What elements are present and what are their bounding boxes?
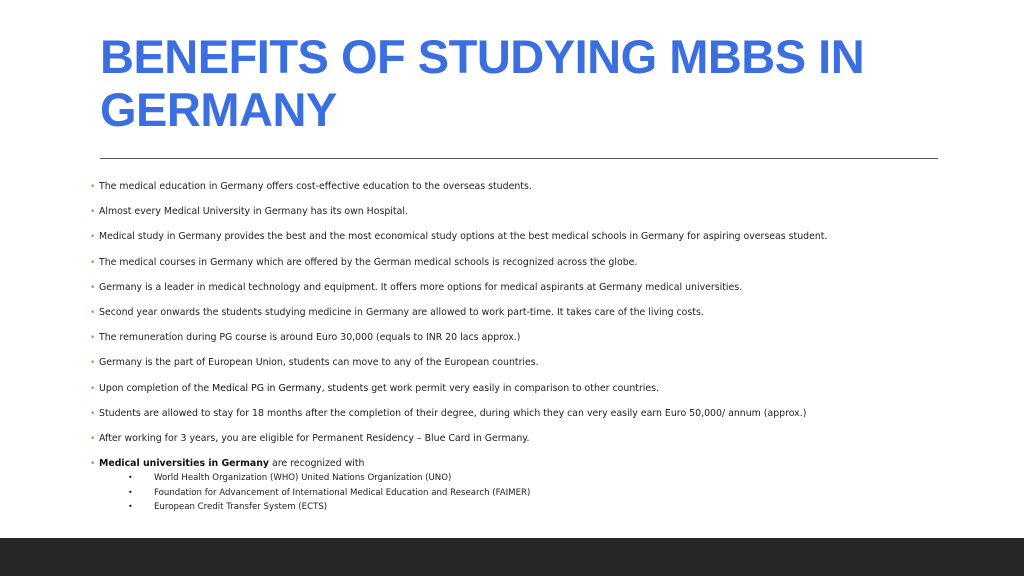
list-item — [90, 306, 970, 331]
bullet-text: The medical education in Germany offers cost-effective education to the overseas students. — [99, 181, 532, 192]
bullet-text: Students are allowed to stay for 18 months after the completion of their degree, during which they can very easily earn Euro 50,000/ annum (approx.) — [99, 407, 807, 419]
sub-list-item — [128, 500, 970, 515]
title-divider — [100, 158, 938, 159]
bullet-text: Medical study in Germany provides the best and the most economical study options at the best medical schools in Germany for aspiring overseas student. — [99, 231, 828, 243]
sub-bullet-icon: • — [128, 487, 133, 497]
sub-bullet-text: World Health Organization (WHO) United Nations Organization (UNO) — [154, 473, 452, 484]
bullet-text: After working for 3 years, you are eligible for Permanent Residency – Blue Card in Germany. — [99, 432, 530, 444]
recognition-sublist — [90, 471, 970, 515]
slide-title: BENEFITS OF STUDYING MBBS IN GERMANY — [100, 30, 865, 136]
list-item — [90, 382, 970, 407]
bullet-text: Almost every Medical University in Germany has its own Hospital. — [99, 206, 408, 218]
bullet-dot-icon: • — [90, 333, 96, 344]
sub-bullet-text: European Credit Transfer System (ECTS) — [154, 502, 328, 513]
list-item — [90, 407, 970, 432]
bullet-text: The remuneration during PG course is around Euro 30,000 (equals to INR 20 lacs approx.) — [99, 332, 521, 344]
bullet-dot-icon: • — [90, 383, 96, 394]
bullet-text: Germany is the part of European Union, students can move to any of the European countries. — [99, 357, 539, 369]
bullet-text-after: , students get work permit very easily in comparison to other countries. — [321, 382, 660, 394]
sub-list-item — [128, 486, 970, 501]
bullet-dot-icon: • — [90, 307, 96, 318]
bullet-text: The medical courses in Germany which are offered by the German medical schools is recognized across the globe. — [99, 256, 638, 268]
list-item — [90, 205, 970, 230]
bullet-text-before: Upon completion of the — [99, 382, 213, 394]
bullet-dot-icon: • — [90, 459, 96, 470]
bullet-dot-icon: • — [90, 358, 96, 369]
list-item — [90, 457, 970, 515]
bullet-dot-icon: • — [90, 408, 96, 419]
sub-bullet-text: Foundation for Advancement of International Medical Education and Research (FAIMER) — [154, 487, 531, 498]
list-item — [90, 281, 970, 306]
bullet-text: Second year onwards the students studying medicine in Germany are allowed to work part-time. It takes care of the living costs. — [99, 306, 704, 318]
bullet-dot-icon: • — [90, 257, 96, 268]
list-item — [90, 256, 970, 281]
list-item — [90, 230, 970, 255]
bullet-text: Germany is a leader in medical technology and equipment. It offers more options for medical aspirants at Germany medical universities. — [99, 281, 743, 293]
list-item — [90, 356, 970, 381]
bullet-text-after: are recognized with — [269, 458, 365, 470]
sub-bullet-icon: • — [128, 502, 133, 512]
bullet-dot-icon: • — [90, 282, 96, 293]
list-item — [90, 432, 970, 457]
benefits-list — [90, 180, 970, 515]
medical-universities-link[interactable]: Medical universities in Germany — [99, 458, 270, 470]
list-item — [90, 180, 970, 205]
bullet-dot-icon: • — [90, 433, 96, 444]
bullet-dot-icon: • — [90, 182, 96, 192]
sub-bullet-icon: • — [128, 473, 133, 483]
footer-bar — [0, 538, 1024, 576]
bullet-dot-icon: • — [90, 207, 96, 218]
medical-pg-link[interactable]: Medical PG in Germany — [212, 382, 322, 394]
list-item — [90, 331, 970, 356]
sub-list-item — [128, 471, 970, 486]
bullet-dot-icon: • — [90, 232, 96, 243]
